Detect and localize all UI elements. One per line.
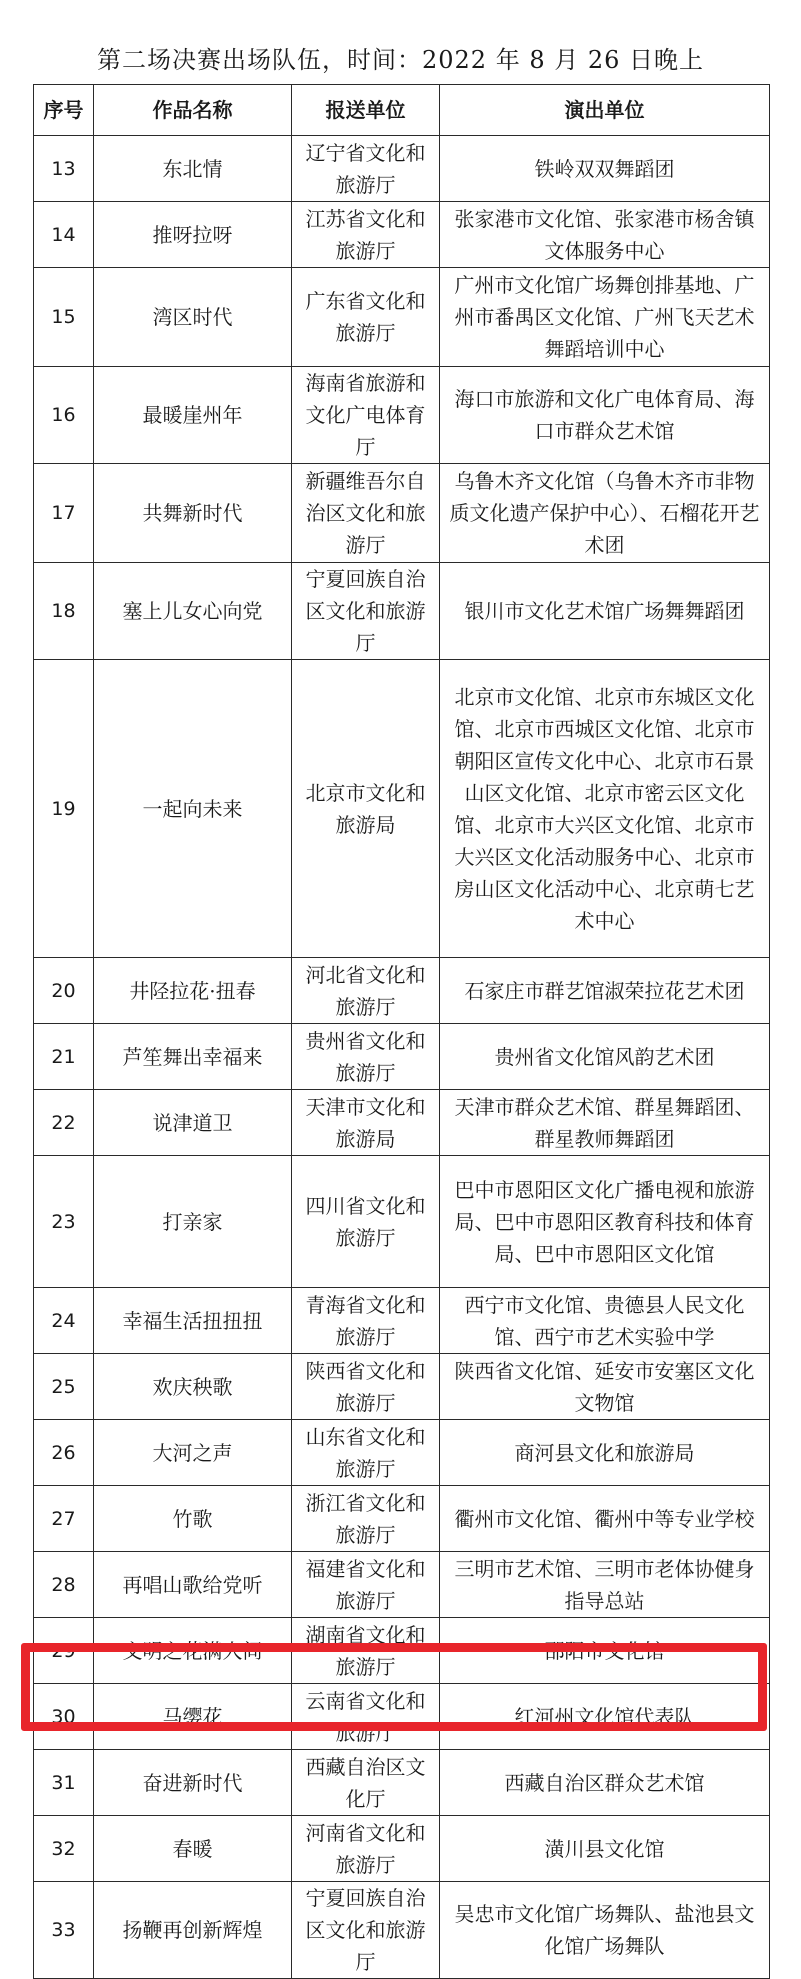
- table-row: [34, 1156, 770, 1288]
- table-row: [34, 1486, 770, 1552]
- work-title: 一起向未来: [94, 660, 292, 958]
- table-row: [34, 136, 770, 202]
- table-row: [34, 1750, 770, 1816]
- submitter: 河南省文化和旅游厅: [292, 1816, 440, 1882]
- work-title: 大河之声: [94, 1420, 292, 1486]
- table-header-row: [34, 85, 770, 136]
- performer: 铁岭双双舞蹈团: [440, 136, 770, 202]
- submitter: 湖南省文化和旅游厅: [292, 1618, 440, 1684]
- work-title: 东北情: [94, 136, 292, 202]
- table-row: [34, 1816, 770, 1882]
- submitter: 天津市文化和旅游局: [292, 1090, 440, 1156]
- work-title: 芦笙舞出幸福来: [94, 1024, 292, 1090]
- row-number: 15: [34, 268, 94, 367]
- row-number: 13: [34, 136, 94, 202]
- performer: 北京市文化馆、北京市东城区文化馆、北京市西城区文化馆、北京市朝阳区宣传文化中心、北京市石景山区文化馆、北京市密云区文化馆、北京市大兴区文化馆、北京市大兴区文化活动服务中心、北京市房山区文化活动中心、北京萌七艺术中心: [440, 660, 770, 958]
- submitter: 北京市文化和旅游局: [292, 660, 440, 958]
- performer: 衢州市文化馆、衢州中等专业学校: [440, 1486, 770, 1552]
- roster-table: [33, 84, 770, 1979]
- work-title: 春暖: [94, 1816, 292, 1882]
- performer: 西宁市文化馆、贵德县人民文化馆、西宁市艺术实验中学: [440, 1288, 770, 1354]
- performer: 海口市旅游和文化广电体育局、海口市群众艺术馆: [440, 367, 770, 464]
- header-work: 作品名称: [94, 85, 292, 136]
- performer: 广州市文化馆广场舞创排基地、广州市番禺区文化馆、广州飞天艺术舞蹈培训中心: [440, 268, 770, 367]
- work-title: 推呀拉呀: [94, 202, 292, 268]
- row-number: 16: [34, 367, 94, 464]
- row-number: 21: [34, 1024, 94, 1090]
- performer: 巴中市恩阳区文化广播电视和旅游局、巴中市恩阳区教育科技和体育局、巴中市恩阳区文化馆: [440, 1156, 770, 1288]
- performer: 陕西省文化馆、延安市安塞区文化文物馆: [440, 1354, 770, 1420]
- page-title: 第二场决赛出场队伍，时间：2022 年 8 月 26 日晚上: [96, 46, 705, 74]
- work-title: 再唱山歌给党听: [94, 1552, 292, 1618]
- row-number: 22: [34, 1090, 94, 1156]
- work-title: 竹歌: [94, 1486, 292, 1552]
- performer: 潢川县文化馆: [440, 1816, 770, 1882]
- submitter: 广东省文化和旅游厅: [292, 268, 440, 367]
- table-row: [34, 1288, 770, 1354]
- submitter: 河北省文化和旅游厅: [292, 958, 440, 1024]
- submitter: 云南省文化和旅游厅: [292, 1684, 440, 1750]
- performer: 乌鲁木齐文化馆（乌鲁木齐市非物质文化遗产保护中心）、石榴花开艺术团: [440, 464, 770, 563]
- header-submitter: 报送单位: [292, 85, 440, 136]
- row-number: 18: [34, 563, 94, 660]
- submitter: 新疆维吾尔自治区文化和旅游厅: [292, 464, 440, 563]
- work-title: 文明之花满人间: [94, 1618, 292, 1684]
- header-performer: 演出单位: [440, 85, 770, 136]
- performer: 银川市文化艺术馆广场舞舞蹈团: [440, 563, 770, 660]
- row-number: 27: [34, 1486, 94, 1552]
- row-number: 20: [34, 958, 94, 1024]
- performer: 吴忠市文化馆广场舞队、盐池县文化馆广场舞队: [440, 1882, 770, 1979]
- submitter: 西藏自治区文化厅: [292, 1750, 440, 1816]
- table-row: [34, 268, 770, 367]
- work-title: 幸福生活扭扭扭: [94, 1288, 292, 1354]
- submitter: 陕西省文化和旅游厅: [292, 1354, 440, 1420]
- performer: 三明市艺术馆、三明市老体协健身指导总站: [440, 1552, 770, 1618]
- work-title: 最暖崖州年: [94, 367, 292, 464]
- row-number: 14: [34, 202, 94, 268]
- work-title: 共舞新时代: [94, 464, 292, 563]
- row-number: 23: [34, 1156, 94, 1288]
- row-number: 32: [34, 1816, 94, 1882]
- submitter: 四川省文化和旅游厅: [292, 1156, 440, 1288]
- table-row: [34, 1024, 770, 1090]
- row-number: 31: [34, 1750, 94, 1816]
- submitter: 宁夏回族自治区文化和旅游厅: [292, 563, 440, 660]
- submitter: 浙江省文化和旅游厅: [292, 1486, 440, 1552]
- performer: 石家庄市群艺馆淑荣拉花艺术团: [440, 958, 770, 1024]
- submitter: 宁夏回族自治区文化和旅游厅: [292, 1882, 440, 1979]
- table-row: [34, 958, 770, 1024]
- performer: 西藏自治区群众艺术馆: [440, 1750, 770, 1816]
- submitter: 海南省旅游和文化广电体育厅: [292, 367, 440, 464]
- table-row: [34, 367, 770, 464]
- submitter: 福建省文化和旅游厅: [292, 1552, 440, 1618]
- performer: 红河州文化馆代表队: [440, 1684, 770, 1750]
- work-title: 井陉拉花·扭春: [94, 958, 292, 1024]
- row-number: 25: [34, 1354, 94, 1420]
- work-title: 欢庆秧歌: [94, 1354, 292, 1420]
- header-no: 序号: [34, 85, 94, 136]
- performer: 商河县文化和旅游局: [440, 1420, 770, 1486]
- submitter: 青海省文化和旅游厅: [292, 1288, 440, 1354]
- row-number: 17: [34, 464, 94, 563]
- work-title: 奋进新时代: [94, 1750, 292, 1816]
- submitter: 辽宁省文化和旅游厅: [292, 136, 440, 202]
- table-row: [34, 1354, 770, 1420]
- performer: 天津市群众艺术馆、群星舞蹈团、群星教师舞蹈团: [440, 1090, 770, 1156]
- submitter: 贵州省文化和旅游厅: [292, 1024, 440, 1090]
- work-title: 塞上儿女心向党: [94, 563, 292, 660]
- row-number: 29: [34, 1618, 94, 1684]
- table-row: [34, 1618, 770, 1684]
- row-number: 33: [34, 1882, 94, 1979]
- table-row: [34, 563, 770, 660]
- performer: 张家港市文化馆、张家港市杨舍镇文体服务中心: [440, 202, 770, 268]
- table-row-highlighted: [34, 1684, 770, 1750]
- table-row: [34, 202, 770, 268]
- row-number: 19: [34, 660, 94, 958]
- table-row: [34, 464, 770, 563]
- work-title: 湾区时代: [94, 268, 292, 367]
- row-number: 30: [34, 1684, 94, 1750]
- submitter: 江苏省文化和旅游厅: [292, 202, 440, 268]
- performer: 邵阳市文化馆: [440, 1618, 770, 1684]
- work-title: 说津道卫: [94, 1090, 292, 1156]
- row-number: 28: [34, 1552, 94, 1618]
- table-row: [34, 660, 770, 958]
- table-row: [34, 1882, 770, 1979]
- work-title: 扬鞭再创新辉煌: [94, 1882, 292, 1979]
- work-title: 打亲家: [94, 1156, 292, 1288]
- row-number: 26: [34, 1420, 94, 1486]
- work-title: 马缨花: [94, 1684, 292, 1750]
- table-row: [34, 1420, 770, 1486]
- submitter: 山东省文化和旅游厅: [292, 1420, 440, 1486]
- table-row: [34, 1090, 770, 1156]
- row-number: 24: [34, 1288, 94, 1354]
- table-row: [34, 1552, 770, 1618]
- performer: 贵州省文化馆风韵艺术团: [440, 1024, 770, 1090]
